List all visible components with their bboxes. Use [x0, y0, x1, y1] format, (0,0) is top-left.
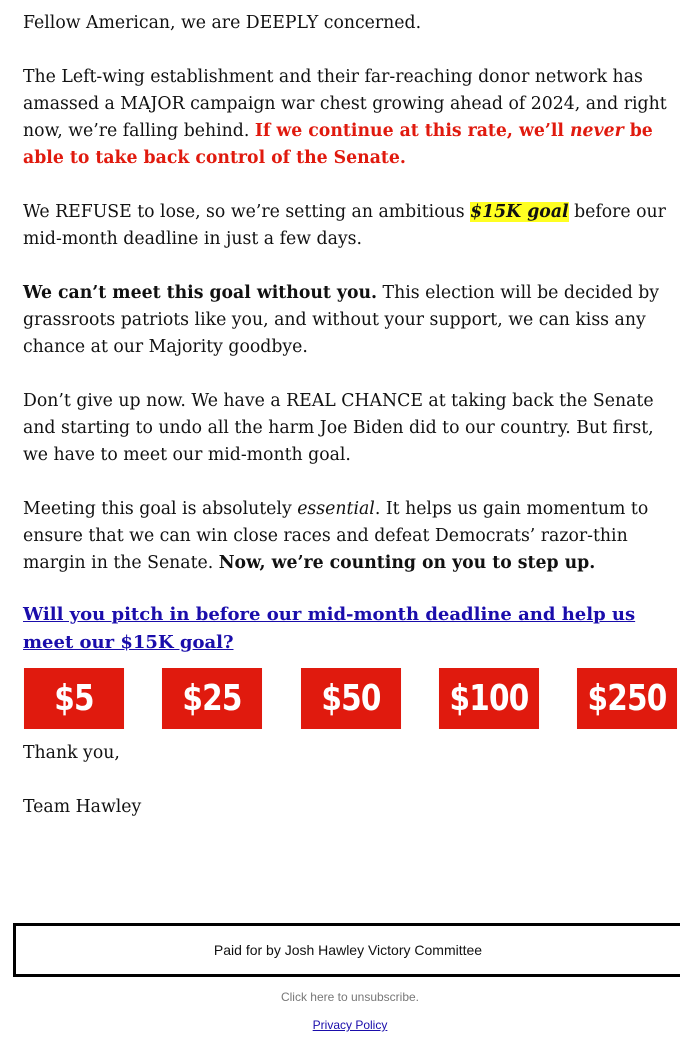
momentum-emphasis: essential — [297, 499, 375, 519]
senate-warning-part-2: be able to take back control of the Senate. — [23, 121, 653, 168]
concern-text: The Left-wing establishment and their far-reaching donor network has amassed a MAJOR campaign war chest growing ahead of 2024, and right now, we’re falling behind. — [23, 67, 667, 141]
greeting-paragraph: Fellow American, we are DEEPLY concerned. — [23, 13, 422, 33]
donate-25-button[interactable]: $25 — [162, 668, 262, 729]
momentum-text-1: Meeting this goal is absolutely — [23, 499, 298, 519]
unsubscribe-link[interactable]: Click here to unsubscribe. — [280, 990, 420, 1004]
paid-for-disclaimer-box — [13, 923, 680, 977]
goal-text-2: before our mid-month deadline in just a few days. — [23, 202, 666, 249]
momentum-bold-text: Now, we’re counting on you to step up. — [218, 553, 596, 573]
donate-100-button[interactable]: $100 — [439, 668, 539, 729]
privacy-policy-container — [0, 1018, 683, 1032]
closing-block — [23, 740, 141, 848]
momentum-paragraph — [23, 496, 673, 577]
donate-50-button[interactable]: $50 — [301, 668, 401, 729]
donate-button-row — [13, 668, 683, 729]
concern-paragraph — [23, 64, 673, 172]
support-bold-text: We can’t meet this goal without you. — [23, 283, 378, 303]
signature-text: Team Hawley — [23, 797, 142, 817]
chance-paragraph: Don’t give up now. We have a REAL CHANCE at taking back the Senate and starting to undo all the harm Joe Biden did to our country. But first, we have to meet our mid-month goal. — [23, 391, 654, 465]
email-body — [23, 10, 673, 684]
momentum-text-2: . It helps us gain momentum to ensure that we can win close races and defeat Democrats’ razor-thin margin in the Senate. — [23, 499, 649, 573]
support-text: This election will be decided by grassroots patriots like you, and without your support, we can kiss any chance at our Majority goodbye. — [23, 283, 660, 357]
goal-paragraph — [23, 199, 673, 253]
cta-donate-link[interactable]: Will you pitch in before our mid-month deadline and help us meet our $15K goal? — [23, 604, 636, 653]
senate-warning-part-1: If we continue at this rate, we’ll — [254, 121, 570, 141]
senate-warning-emphasis: never — [569, 121, 624, 141]
donate-250-button[interactable]: $250 — [577, 668, 677, 729]
donate-5-button[interactable]: $5 — [24, 668, 124, 729]
paid-for-text: Paid for by Josh Hawley Victory Committee — [213, 942, 483, 958]
goal-highlight: $15K goal — [470, 202, 569, 222]
cta-paragraph — [23, 601, 673, 657]
goal-text-1: We REFUSE to lose, so we’re setting an ambitious — [23, 202, 471, 222]
privacy-policy-link[interactable]: Privacy Policy — [312, 1018, 388, 1032]
thanks-text: Thank you, — [23, 743, 120, 763]
support-paragraph — [23, 280, 673, 361]
